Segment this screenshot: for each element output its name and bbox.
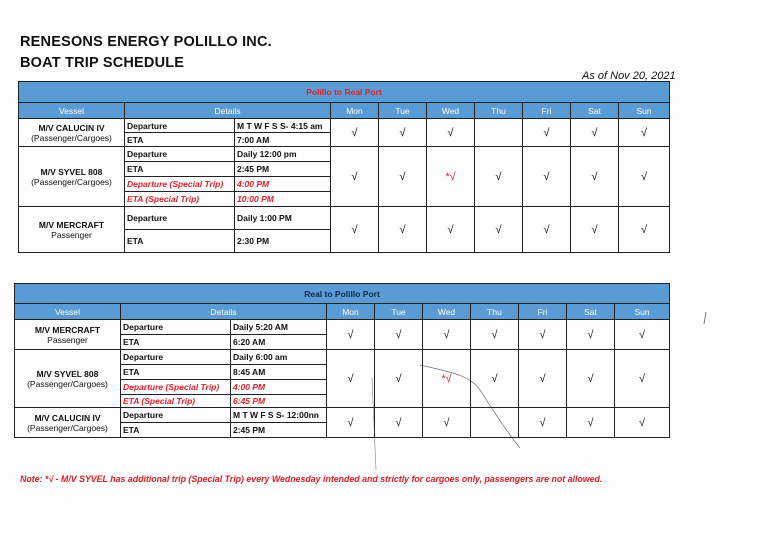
day-cell: √	[471, 350, 519, 408]
day-header-thu: Thu	[475, 103, 523, 119]
day-cell: √	[619, 147, 670, 207]
table-row	[19, 147, 670, 162]
vessel-name: M/V CALUCIN IV	[34, 412, 101, 423]
table-row	[15, 408, 670, 423]
day-header-mon: Mon	[331, 103, 379, 119]
vessel-header: Vessel	[19, 103, 125, 119]
vessel-type: (Passenger/Cargoes)	[31, 132, 112, 143]
day-cell: √	[619, 207, 670, 253]
day-cell: √	[567, 408, 615, 438]
detail-label: Departure	[125, 207, 235, 230]
day-cell: √	[615, 320, 670, 350]
special-detail-label: Departure (Special Trip)	[121, 380, 231, 395]
special-detail-label: Departure (Special Trip)	[125, 177, 235, 192]
day-cell: √	[375, 408, 423, 438]
section-title: Polillo to Real Port	[19, 82, 670, 103]
vessel-type: Passenger	[47, 334, 88, 345]
day-cell: √	[571, 147, 619, 207]
vessel-name: M/V MERCRAFT	[38, 219, 105, 230]
day-cell: √	[375, 350, 423, 408]
detail-label: ETA	[125, 230, 235, 253]
detail-time: 2:45 PM	[231, 423, 327, 438]
day-header-wed: Wed	[427, 103, 475, 119]
day-cell: √	[423, 320, 471, 350]
vessel-cell	[19, 119, 125, 147]
detail-time: Daily 6:00 am	[231, 350, 327, 365]
detail-time: 7:00 AM	[235, 133, 331, 147]
vessel-cell	[19, 147, 125, 207]
table-row	[19, 119, 670, 133]
day-cell: √	[519, 350, 567, 408]
vessel-type: Passenger	[51, 229, 92, 240]
day-cell: √	[475, 147, 523, 207]
day-cell	[471, 408, 519, 438]
section-title: Real to Polillo Port	[15, 284, 670, 304]
detail-label: ETA	[125, 162, 235, 177]
detail-time: 8:45 AM	[231, 365, 327, 380]
day-cell: √	[379, 119, 427, 147]
special-detail-label: ETA (Special Trip)	[125, 192, 235, 207]
day-header-tue: Tue	[379, 103, 427, 119]
detail-label: Departure	[121, 320, 231, 335]
detail-label: ETA	[121, 423, 231, 438]
special-detail-label: ETA (Special Trip)	[121, 395, 231, 408]
vessel-cell	[15, 350, 121, 408]
day-header-thu: Thu	[471, 304, 519, 320]
detail-time: 2:30 PM	[235, 230, 331, 253]
schedule-table-polillo-to-real	[18, 81, 670, 253]
vessel-name: M/V SYVEL 808	[36, 368, 99, 379]
day-cell: √	[523, 207, 571, 253]
vessel-type: (Passenger/Cargoes)	[27, 422, 108, 433]
day-header-sat: Sat	[571, 103, 619, 119]
vessel-type: (Passenger/Cargoes)	[27, 378, 108, 389]
day-cell: √	[571, 207, 619, 253]
special-detail-time: 10:00 PM	[235, 192, 331, 207]
vessel-name: M/V CALUCIN IV	[38, 122, 105, 133]
day-cell: √	[519, 320, 567, 350]
table-row	[15, 350, 670, 365]
day-cell: √	[571, 119, 619, 147]
vessel-name: M/V SYVEL 808	[40, 166, 103, 177]
day-header-fri: Fri	[523, 103, 571, 119]
day-cell: √	[427, 207, 475, 253]
vessel-type: (Passenger/Cargoes)	[31, 176, 112, 187]
day-cell: √	[327, 408, 375, 438]
day-header-sun: Sun	[619, 103, 670, 119]
detail-time: 6:20 AM	[231, 335, 327, 350]
details-header: Details	[125, 103, 331, 119]
day-cell: √	[331, 119, 379, 147]
vessel-header: Vessel	[15, 304, 121, 320]
day-header-mon: Mon	[327, 304, 375, 320]
day-cell: √	[523, 119, 571, 147]
schedule-table-real-to-polillo	[14, 283, 670, 438]
vessel-cell	[15, 320, 121, 350]
special-trip-cell: *√	[423, 350, 471, 408]
as-of-date: As of Nov 20, 2021	[582, 70, 676, 82]
day-cell: √	[375, 320, 423, 350]
day-header-tue: Tue	[375, 304, 423, 320]
day-cell: √	[327, 350, 375, 408]
table-row	[15, 320, 670, 335]
day-cell: √	[615, 408, 670, 438]
day-header-sat: Sat	[567, 304, 615, 320]
day-cell: √	[615, 350, 670, 408]
day-header-fri: Fri	[519, 304, 567, 320]
day-cell: √	[619, 119, 670, 147]
detail-time: Daily 5:20 AM	[231, 320, 327, 335]
day-cell: √	[423, 408, 471, 438]
detail-label: Departure	[125, 147, 235, 162]
company-name: RENESONS ENERGY POLILLO INC.	[20, 34, 272, 50]
detail-time: M T W F S S- 12:00nn	[231, 408, 327, 423]
vessel-name: M/V MERCRAFT	[34, 324, 101, 335]
vessel-cell	[19, 207, 125, 253]
day-cell	[475, 119, 523, 147]
detail-time: 2:45 PM	[235, 162, 331, 177]
day-cell: √	[427, 119, 475, 147]
special-detail-time: 6:45 PM	[231, 395, 327, 408]
day-cell: √	[471, 320, 519, 350]
detail-time: Daily 1:00 PM	[235, 207, 331, 230]
day-header-wed: Wed	[423, 304, 471, 320]
day-cell: √	[327, 320, 375, 350]
detail-label: Departure	[125, 119, 235, 133]
detail-label: ETA	[121, 335, 231, 350]
special-detail-time: 4:00 PM	[235, 177, 331, 192]
day-cell: √	[331, 147, 379, 207]
day-cell: √	[567, 350, 615, 408]
detail-label: Departure	[121, 350, 231, 365]
document-title: BOAT TRIP SCHEDULE	[20, 55, 185, 71]
day-header-sun: Sun	[615, 304, 670, 320]
detail-time: M T W F S S- 4:15 am	[235, 119, 331, 133]
table-row	[19, 207, 670, 230]
special-trip-cell: *√	[427, 147, 475, 207]
day-cell: √	[523, 147, 571, 207]
day-cell: √	[379, 147, 427, 207]
detail-label: Departure	[121, 408, 231, 423]
detail-label: ETA	[125, 133, 235, 147]
special-detail-time: 4:00 PM	[231, 380, 327, 395]
footnote: Note: *√ - M/V SYVEL has additional trip (Special Trip) every Wednesday intended and strictly for cargoes only, passengers are not allowed.	[20, 474, 603, 484]
details-header: Details	[121, 304, 327, 320]
day-cell: √	[567, 320, 615, 350]
day-cell: √	[475, 207, 523, 253]
detail-time: Daily 12:00 pm	[235, 147, 331, 162]
day-cell: √	[379, 207, 427, 253]
detail-label: ETA	[121, 365, 231, 380]
day-cell: √	[519, 408, 567, 438]
vessel-cell	[15, 408, 121, 438]
day-cell: √	[331, 207, 379, 253]
